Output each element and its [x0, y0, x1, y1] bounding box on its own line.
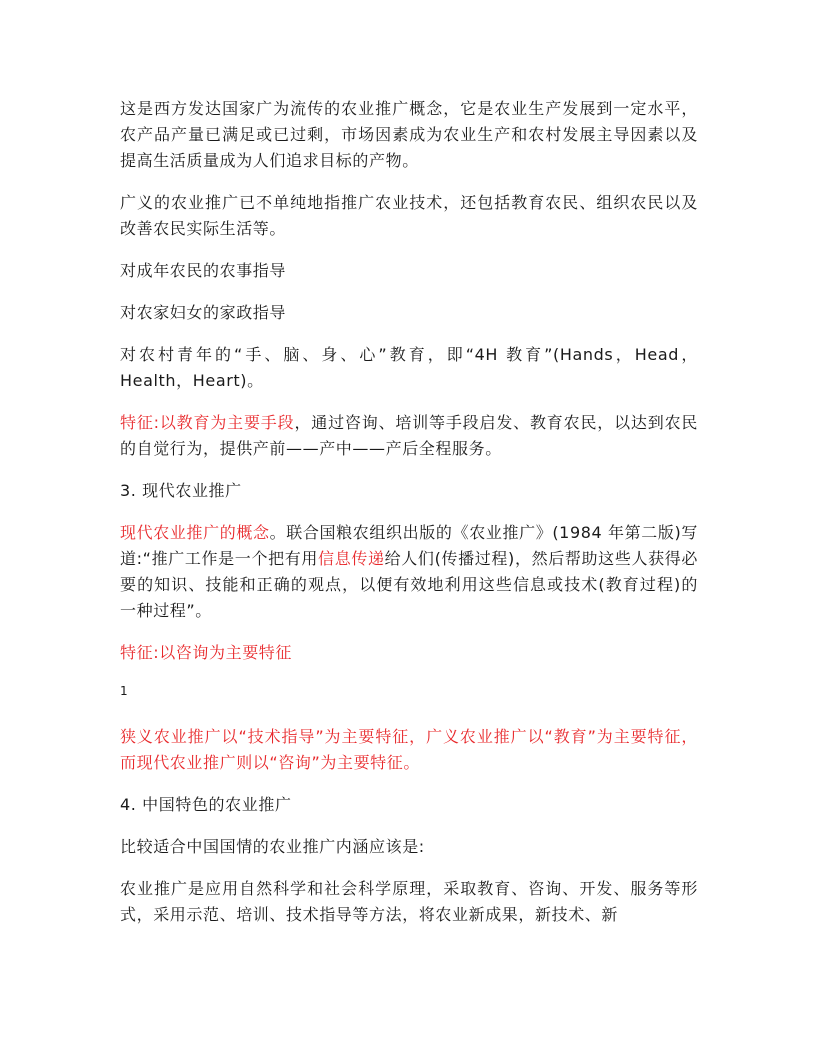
paragraph-feature-consulting: 特征:以咨询为主要特征	[120, 643, 292, 662]
paragraph-modern-concept-text-1: 。联合国粮农组织出版的《农业推广》(1984 年第二版)写道:“推广工作是一个把有用	[120, 523, 698, 568]
paragraph-adult-farmers: 对成年农民的农事指导	[120, 261, 287, 280]
paragraph-summary-features: 狭义农业推广以“技术指导”为主要特征，广义农业推广以“教育”为主要特征，而现代农业推广则以“咨询”为主要特征。	[120, 727, 698, 772]
paragraph-feature-education	[120, 410, 698, 462]
paragraph-rural-youth: 对农村青年的“手、脑、身、心”教育，即“4H 教育”(Hands，Head，Health，Heart)。	[120, 345, 698, 390]
heading-modern-extension: 3. 现代农业推广	[120, 481, 242, 500]
paragraph-western-concept: 这是西方发达国家广为流传的农业推广概念，它是农业生产发展到一定水平，农产品产量已满足或已过剩，市场因素成为农业生产和农村发展主导因素以及提高生活质量成为人们追求目标的产物。	[120, 99, 698, 170]
highlight-information-transfer: 信息传递	[318, 549, 385, 568]
paragraph-feature-education-text: ，通过咨询、培训等手段启发、教育农民，以达到农民的自觉行为，提供产前——产中——产后全程服务。	[120, 413, 698, 458]
paragraph-broad-definition: 广义的农业推广已不单纯地指推广农业技术，还包括教育农民、组织农民以及改善农民实际生活等。	[120, 193, 698, 238]
heading-chinese-extension: 4. 中国特色的农业推广	[120, 795, 292, 814]
document-body	[120, 96, 698, 944]
page-number: 1	[120, 684, 129, 698]
paragraph-farm-women: 对农家妇女的家政指导	[120, 303, 287, 322]
paragraph-suitable-connotation: 比较适合中国国情的农业推广内涵应该是:	[120, 837, 425, 856]
paragraph-extension-definition: 农业推广是应用自然科学和社会科学原理，采取教育、咨询、开发、服务等形式，采用示范、培训、技术指导等方法，将农业新成果，新技术、新	[120, 879, 698, 924]
highlight-feature-education: 特征:以教育为主要手段	[120, 413, 295, 432]
paragraph-modern-concept-text-2: 给人们(传播过程)，然后帮助这些人获得必要的知识、技能和正确的观点，以便有效地利用这些信息或技术(教育过程)的一种过程”。	[120, 549, 698, 620]
highlight-modern-concept: 现代农业推广的概念	[120, 523, 270, 542]
paragraph-modern-concept	[120, 520, 698, 624]
